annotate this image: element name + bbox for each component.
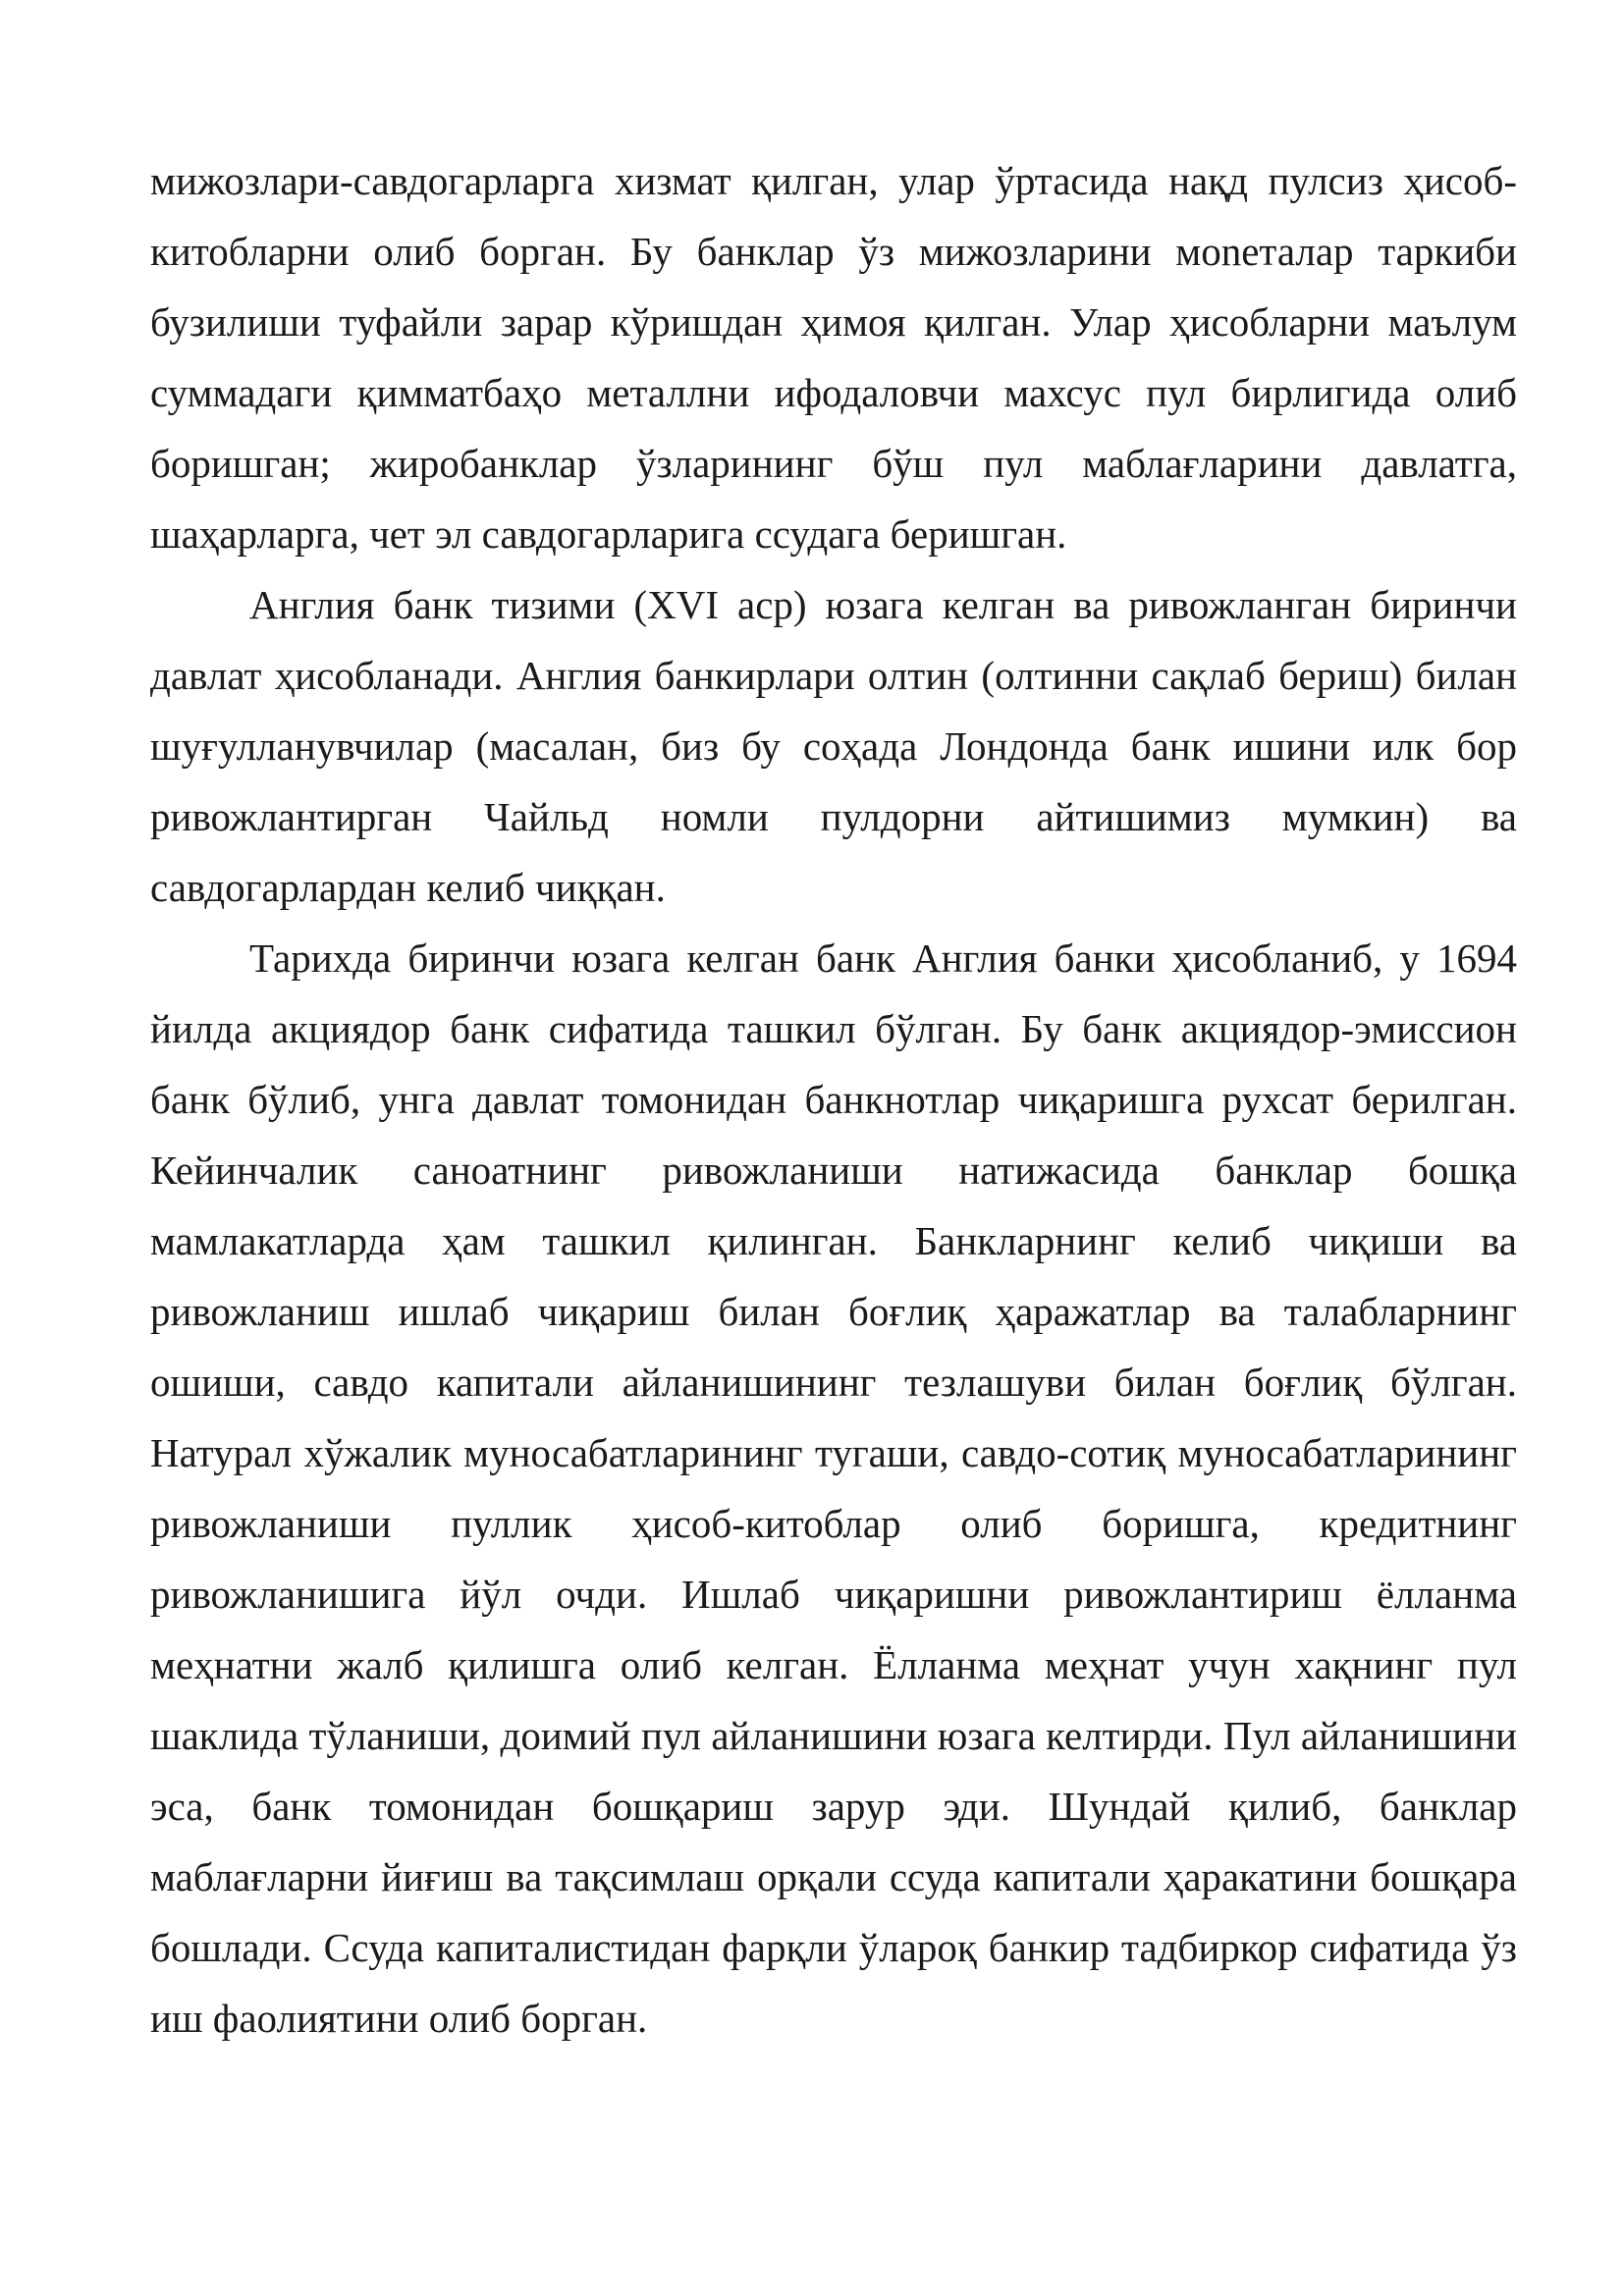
document-page (150, 145, 1517, 2054)
paragraph-3: Тарихда биринчи юзага келган банк Англия банки ҳисобланиб, у 1694 йилда акциядор банк сифатида ташкил бўлган. Бу банк акциядор-эмиссион банк бўлиб, унга давлат томонидан банкнотлар чиқаришга рухсат берилган. Кейинчалик саноатнинг ривожланиши натижасида банклар бошқа мамлакатларда ҳам ташкил қилинган. Банкларнинг келиб чиқиши ва ривожланиш ишлаб чиқариш билан боғлиқ ҳаражатлар ва талабларнинг ошиши, савдо капитали айланишининг тезлашуви билан боғлиқ бўлган. Натурал хўжалик муносабатларининг тугаши, савдо-сотиқ муносабатларининг ривожланиши пуллик ҳисоб-китоблар олиб боришга, кредитнинг ривожланишига йўл очди. Ишлаб чиқаришни ривожлантириш ёлланма меҳнатни жалб қилишга олиб келган. Ёлланма меҳнат учун хақнинг пул шаклида тўланиши, доимий пул айланишини юзага келтирди. Пул айланишини эса, банк томонидан бошқариш зарур эди. Шундай қилиб, банклар маблағларни йиғиш ва тақсимлаш орқали ссуда капитали ҳаракатини бошқара бошлади. Ссуда капиталистидан фарқли ўлароқ банкир тадбиркор сифатида ўз иш фаолиятини олиб борган. (150, 935, 1517, 2041)
paragraph-1: мижозлари-савдогарларга хизмат қилган, улар ўртасида нақд пулсиз ҳисоб-китобларни олиб борган. Бу банклар ўз мижозларини моneталар таркиби бузилиши туфайли зарар кўришдан ҳимоя қилган. Улар ҳисобларни маълум суммадаги қимматбаҳо металлни ифодаловчи махсус пул бирлигида олиб боришган; жиробанклар ўзларининг бўш пул маблағларини давлатга, шаҳарларга, чет эл савдогарларига ссудага беришган. (150, 158, 1517, 557)
paragraph-2: Англия банк тизими (XVI аср) юзага келган ва ривожланган биринчи давлат ҳисобланади. Англия банкирлари олтин (олтинни сақлаб бериш) билан шуғулланувчилар (масалан, биз бу соҳада Лондонда банк ишини илк бор ривожлантирган Чайльд номли пулдорни айтишимиз мумкин) ва савдогарлардан келиб чиққан. (150, 582, 1517, 910)
